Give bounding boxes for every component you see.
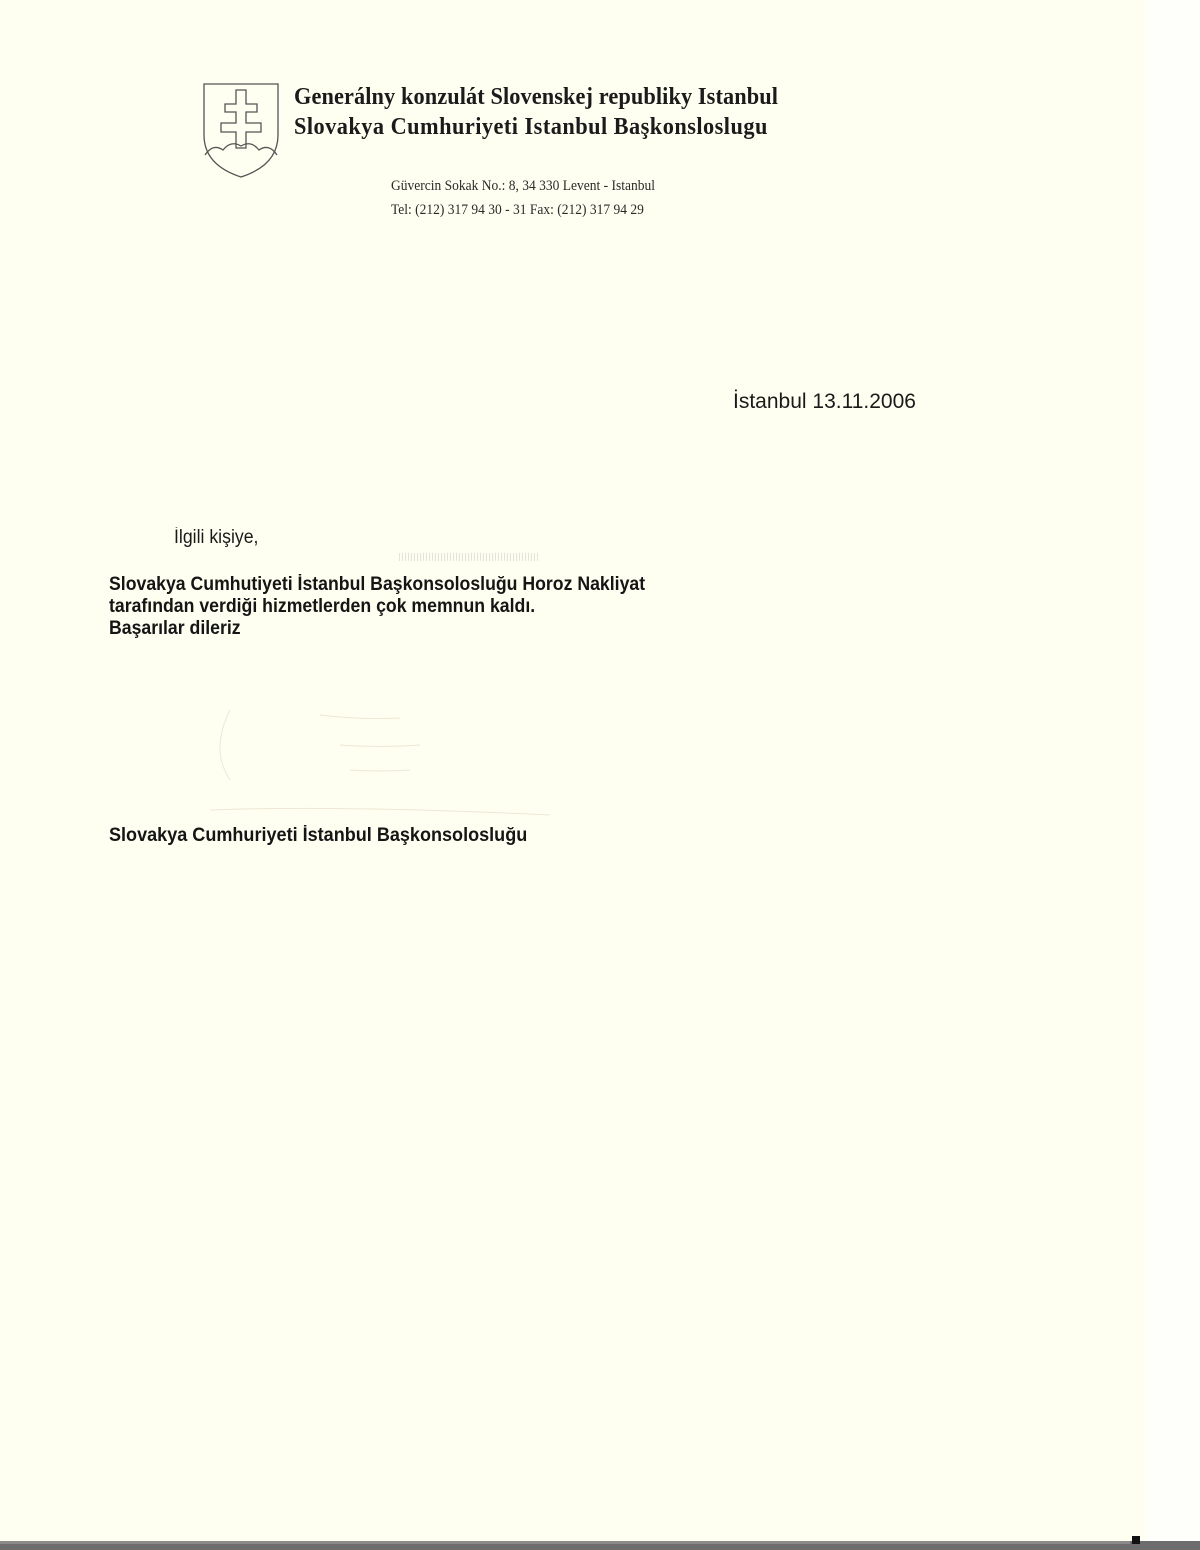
page-margin-strip [1145, 0, 1200, 1543]
letterhead-title-slovak: Generálny konzulát Slovenskej republiky Istanbul [294, 84, 779, 110]
faint-stamp-mark [190, 690, 550, 830]
scan-bottom-edge-highlight [0, 1541, 1130, 1544]
body-line: Başarılar dileriz [109, 618, 241, 639]
slovak-coat-of-arms-icon [201, 80, 281, 180]
body-line: tarafından verdiği hizmetlerden çok memnun kaldı. [109, 596, 536, 617]
signature-line: Slovakya Cumhuriyeti İstanbul Başkonsolosluğu [109, 825, 528, 846]
scan-artifact [399, 553, 539, 561]
letterhead-address: Güvercin Sokak No.: 8, 34 330 Levent - Istanbul [391, 178, 655, 194]
salutation: İlgili kişiye, [174, 527, 259, 548]
place-date: İstanbul 13.11.2006 [733, 390, 916, 413]
body-line: Slovakya Cumhutiyeti İstanbul Başkonsolosluğu Horoz Nakliyat [109, 574, 646, 595]
letter-body [109, 574, 645, 640]
letterhead-contact: Tel: (212) 317 94 30 - 31 Fax: (212) 317 94 29 [391, 202, 644, 218]
scan-marker [1132, 1536, 1140, 1544]
letterhead-title-turkish: Slovakya Cumhuriyeti Istanbul Başkonsloslugu [294, 114, 768, 140]
